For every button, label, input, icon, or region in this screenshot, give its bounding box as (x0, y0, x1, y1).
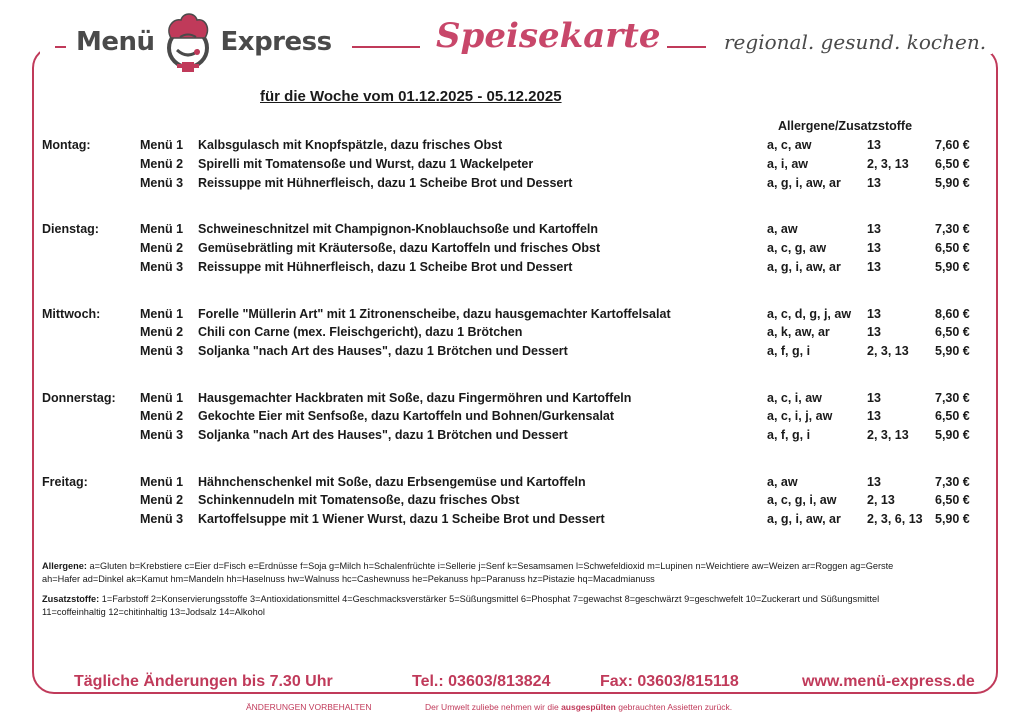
menu-description: Hausgemachter Hackbraten mit Soße, dazu Fingermöhren und Kartoffeln (198, 391, 632, 405)
chef-logo-icon (163, 10, 213, 74)
menu-additives: 2, 3, 13 (867, 344, 909, 358)
menu-number: Menü 2 (140, 157, 184, 171)
menu-additives: 13 (867, 241, 881, 255)
menu-description: Reissuppe mit Hühnerfleisch, dazu 1 Scheibe Brot und Dessert (198, 176, 573, 190)
header-rule-mid-left (352, 46, 420, 48)
allergens-legend (42, 560, 982, 585)
menu-price: 5,90 € (935, 428, 970, 442)
menu-description: Soljanka "nach Art des Hauses", dazu 1 Brötchen und Dessert (198, 428, 568, 442)
menu-price: 6,50 € (935, 241, 970, 255)
menu-price: 7,30 € (935, 475, 970, 489)
menu-additives: 13 (867, 307, 881, 321)
menu-description: Chili con Carne (mex. Fleischgericht), dazu 1 Brötchen (198, 325, 523, 339)
environment-note (425, 702, 732, 712)
menu-number: Menü 2 (140, 493, 184, 507)
menu-additives: 13 (867, 176, 881, 190)
menu-description: Kalbsgulasch mit Knopfspätzle, dazu frisches Obst (198, 138, 503, 152)
menu-allergens: a, aw (767, 222, 798, 236)
logo-text-right: Express (220, 27, 332, 57)
brand-logo (66, 10, 342, 74)
menu-price: 6,50 € (935, 409, 970, 423)
menu-price: 7,60 € (935, 138, 970, 152)
menu-description: Reissuppe mit Hühnerfleisch, dazu 1 Scheibe Brot und Dessert (198, 260, 573, 274)
menu-allergens: a, c, g, aw (767, 241, 827, 255)
menu-price: 7,30 € (935, 222, 970, 236)
additives-legend-line1: 1=Farbstoff 2=Konservierungsstoffe 3=Antioxidationsmittel 4=Geschmacksverstärker 5=Süßungsmittel 6=Phosphat 7=gewachst 8=geschwärzt 9=geschwefelt 10=Zuckerart und Süßungsmittel (99, 594, 880, 604)
menu-allergens: a, g, i, aw, ar (767, 176, 841, 190)
menu-allergens: a, f, g, i (767, 428, 811, 442)
allergens-legend-line2: ah=Hafer ad=Dinkel ak=Kamut hm=Mandeln hh=Haselnuss hw=Walnuss hc=Cashewnuss he=Pekanuss hp=Paranuss hz=Pistazie hq=Macadmianuss (42, 573, 655, 584)
menu-additives: 2, 3, 13 (867, 428, 909, 442)
menu-allergens: a, g, i, aw, ar (767, 512, 841, 526)
day-label: Freitag: (42, 475, 88, 489)
menu-price: 5,90 € (935, 344, 970, 358)
day-label: Donnerstag: (42, 391, 116, 405)
menu-additives: 2, 13 (867, 493, 895, 507)
menu-price: 6,50 € (935, 325, 970, 339)
menu-allergens: a, i, aw (767, 157, 808, 171)
website-link[interactable]: www.menü-express.de (798, 673, 979, 691)
menu-additives: 13 (867, 391, 881, 405)
menu-number: Menü 2 (140, 409, 184, 423)
menu-number: Menü 2 (140, 241, 184, 255)
menu-additives: 13 (867, 222, 881, 236)
changes-reserved-note: ÄNDERUNGEN VORBEHALTEN (246, 702, 372, 712)
allergens-legend-line1: a=Gluten b=Krebstiere c=Eier d=Fisch e=Erdnüsse f=Soja g=Milch h=Schalenfrüchte i=Sellerie j=Senf k=Sesamsamen l=Schwefeldioxid m=Lupinen n=Weichtiere aw=Weizen ar=Roggen ag=Gerste (86, 561, 894, 571)
menu-number: Menü 3 (140, 428, 184, 442)
menu-allergens: a, c, i, aw (767, 391, 822, 405)
menu-allergens: a, f, g, i (767, 344, 811, 358)
menu-price: 6,50 € (935, 157, 970, 171)
menu-allergens: a, aw (767, 475, 798, 489)
menu-description: Forelle "Müllerin Art" mit 1 Zitronenscheibe, dazu hausgemachter Kartoffelsalat (198, 307, 671, 321)
menu-allergens: a, g, i, aw, ar (767, 260, 841, 274)
menu-allergens: a, k, aw, ar (767, 325, 830, 339)
menu-additives: 2, 3, 13 (867, 157, 909, 171)
environment-note-bold: ausgespülten (561, 702, 616, 712)
menu-description: Hähnchenschenkel mit Soße, dazu Erbsengemüse und Kartoffeln (198, 475, 586, 489)
menu-number: Menü 1 (140, 307, 184, 321)
menu-description: Soljanka "nach Art des Hauses", dazu 1 Brötchen und Dessert (198, 344, 568, 358)
menu-number: Menü 3 (140, 512, 184, 526)
day-label: Dienstag: (42, 222, 99, 236)
page-title: Speisekarte (430, 16, 667, 56)
menu-allergens: a, c, d, g, j, aw (767, 307, 852, 321)
environment-note-post: gebrauchten Assietten zurück. (615, 702, 733, 712)
additives-legend-line2: 11=coffeinhaltig 12=chitinhaltig 13=Jodsalz 14=Alkohol (42, 606, 265, 617)
menu-additives: 13 (867, 409, 881, 423)
allergens-column-header: Allergene/Zusatzstoffe (778, 119, 913, 133)
menu-allergens: a, c, i, j, aw (767, 409, 833, 423)
menu-description: Gekochte Eier mit Senfsoße, dazu Kartoffeln und Bohnen/Gurkensalat (198, 409, 615, 423)
menu-price: 5,90 € (935, 176, 970, 190)
daily-changes-note: Tägliche Änderungen bis 7.30 Uhr (70, 673, 337, 691)
tagline: regional. gesund. kochen. (718, 30, 992, 54)
menu-price: 8,60 € (935, 307, 970, 321)
additives-legend (42, 593, 982, 618)
menu-additives: 13 (867, 260, 881, 274)
menu-number: Menü 3 (140, 176, 184, 190)
menu-number: Menü 1 (140, 222, 184, 236)
menu-number: Menü 2 (140, 325, 184, 339)
menu-description: Schweineschnitzel mit Champignon-Knoblauchsoße und Kartoffeln (198, 222, 599, 236)
menu-additives: 13 (867, 475, 881, 489)
menu-additives: 13 (867, 325, 881, 339)
additives-legend-label: Zusatzstoffe: (42, 594, 100, 604)
menu-additives: 2, 3, 6, 13 (867, 512, 923, 526)
menu-price: 5,90 € (935, 260, 970, 274)
menu-allergens: a, c, aw (767, 138, 812, 152)
day-label: Mittwoch: (42, 307, 101, 321)
menu-description: Schinkennudeln mit Tomatensoße, dazu frisches Obst (198, 493, 520, 507)
menu-description: Kartoffelsuppe mit 1 Wiener Wurst, dazu 1 Scheibe Brot und Dessert (198, 512, 605, 526)
menu-number: Menü 1 (140, 391, 184, 405)
menu-number: Menü 1 (140, 475, 184, 489)
week-range-heading: für die Woche vom 01.12.2025 - 05.12.2025 (260, 88, 562, 105)
menu-number: Menü 3 (140, 260, 184, 274)
menu-number: Menü 3 (140, 344, 184, 358)
logo-text-left: Menü (76, 27, 155, 57)
menu-price: 7,30 € (935, 391, 970, 405)
menu-price: 5,90 € (935, 512, 970, 526)
menu-description: Gemüsebrätling mit Kräutersoße, dazu Kartoffeln und frisches Obst (198, 241, 601, 255)
fax-number: Fax: 03603/815118 (596, 673, 743, 691)
menu-additives: 13 (867, 138, 881, 152)
menu-number: Menü 1 (140, 138, 184, 152)
allergens-legend-label: Allergene: (42, 561, 87, 571)
menu-allergens: a, c, g, i, aw (767, 493, 837, 507)
menu-price: 6,50 € (935, 493, 970, 507)
day-label: Montag: (42, 138, 91, 152)
phone-number: Tel.: 03603/813824 (408, 673, 554, 691)
menu-description: Spirelli mit Tomatensoße und Wurst, dazu 1 Wackelpeter (198, 157, 534, 171)
environment-note-pre: Der Umwelt zuliebe nehmen wir die (425, 702, 562, 712)
